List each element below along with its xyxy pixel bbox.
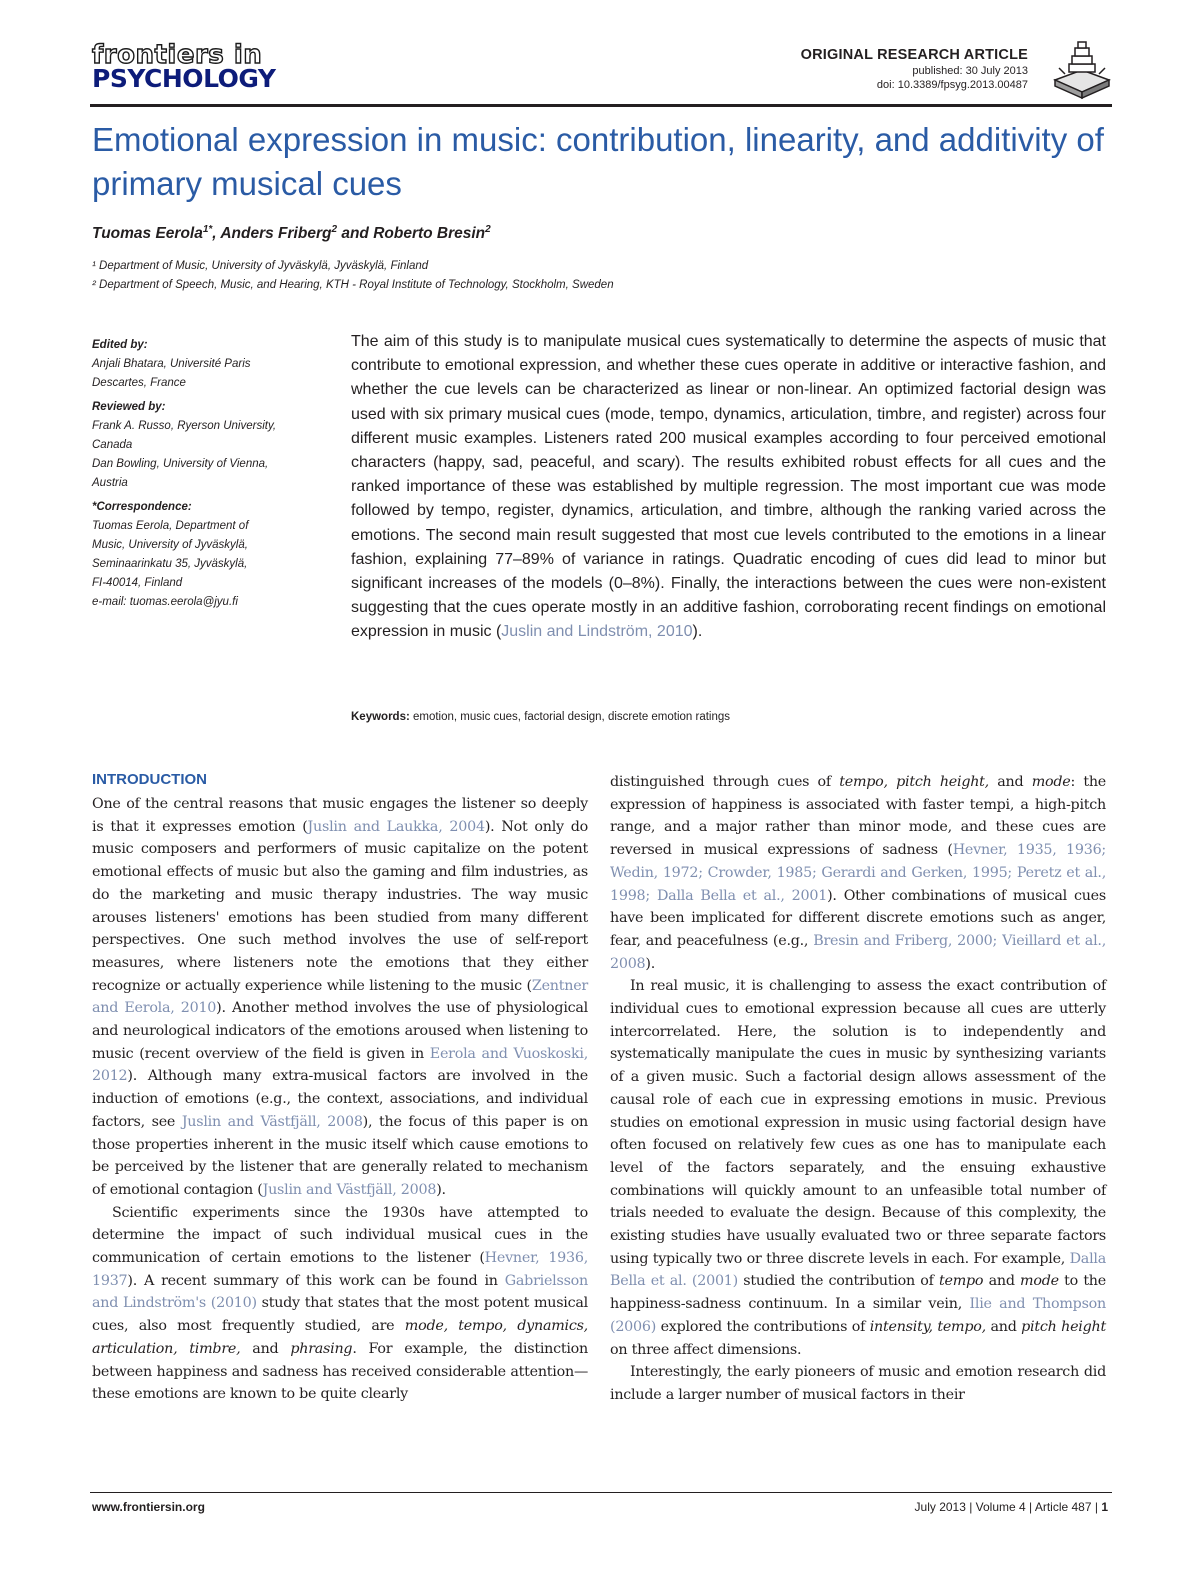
body-column-left <box>92 771 588 1406</box>
correspondence-line: FI-40014, Finland <box>92 577 183 589</box>
citation-link[interactable]: Hevner, 1935, 1936; Wedin, 1972; Crowder, 1985; Gerardi and Gerken, 1995; Peretz et al., 1998; Dalla Bella et al., 2001 <box>610 842 1106 904</box>
body-paragraph <box>92 793 588 1202</box>
italic-term: phrasing <box>290 1340 353 1357</box>
journal-url-link[interactable]: www.frontiersin.org <box>92 1500 205 1514</box>
italic-term: tempo <box>938 1273 984 1290</box>
correspondence-email[interactable]: e-mail: tuomas.eerola@jyu.fi <box>92 596 238 608</box>
body-text: study that states that the most potent musical cues, also most frequently studied, are <box>92 1295 588 1335</box>
abstract-end: ). <box>692 623 703 641</box>
citation-link[interactable]: Bresin and Friberg, 2000; Vieillard et al., 2008 <box>610 932 1106 972</box>
issue-details: July 2013 | Volume 4 | Article 487 | <box>914 1500 1102 1514</box>
body-text: ). Not only do music composers and performers of music capitalize on the potent emotional effects of music but also the gaming and film industries, as do the marketing and music therapy industries. The way music arouses listeners' emotions has been studied from many different perspectives. One such method involves the use of self-report measures, where listeners note the emotions that they either recognize or actually experience while listening to the music ( <box>92 818 589 994</box>
body-text: : the expression of happiness is associated with faster tempi, a high-pitch range, and a major rather than minor mode, and these cues are reversed in musical expressions of sadness ( <box>610 774 1107 859</box>
body-text: Interestingly, the early pioneers of music and emotion research did include a larger number of musical factors in their <box>610 1364 1106 1403</box>
body-paragraph <box>610 1361 1106 1406</box>
body-text: and <box>240 1340 291 1357</box>
editor-line: Anjali Bhatara, Université Paris <box>92 358 251 370</box>
author-separator: and <box>337 225 374 243</box>
body-text: Scientific experiments since the 1930s have attempted to determine the impact of such individual musical cues in the communication of certain emotions to the listener ( <box>92 1204 588 1267</box>
reviewer-line: Austria <box>92 477 128 489</box>
body-text: ). <box>436 1181 446 1198</box>
author-name[interactable]: Roberto Bresin <box>373 225 486 243</box>
author-affiliation-mark: 2 <box>331 224 338 235</box>
italic-term: pitch height <box>1021 1318 1106 1335</box>
editor-line: Descartes, France <box>92 377 186 389</box>
citation-link[interactable]: Eerola and Vuoskoski, 2012 <box>92 1045 588 1085</box>
citation-link[interactable]: Ilie and Thompson (2006) <box>610 1296 1106 1335</box>
footer-rule <box>90 1492 1112 1493</box>
body-column-right <box>610 771 1106 1407</box>
body-text: ). Although many extra-musical factors are involved in the induction of emotions (e.g., the context, associations, and individual factors, see <box>92 1068 588 1130</box>
page-number: 1 <box>1101 1500 1108 1514</box>
issue-info <box>915 1500 1108 1514</box>
author-list <box>92 224 491 243</box>
header-rule <box>90 104 1112 107</box>
author-affiliation-mark: 1* <box>202 224 213 235</box>
body-text: to the happiness-sadness continuum. In a similar vein, <box>610 1273 1106 1313</box>
italic-term: mode <box>1020 1273 1059 1290</box>
correspondence-line: Music, University of Jyväskylä, <box>92 539 248 551</box>
abstract-text: The aim of this study is to manipulate musical cues systematically to determine the aspects of music that contribute to emotional expression, and whether these cues operate in additive or interactive fashion, and whether the cue levels can be characterized as linear or non-linear. An optimized factorial design was used with six primary musical cues (mode, tempo, dynamics, articulation, timbre, and register) across four different music examples. Listeners rated 200 musical examples according to four perceived emotional characters (happy, sad, peaceful, and scary). The results exhibited robust effects for all cues and the ranked importance of these was established by multiple regression. The most important cue was mode followed by tempo, register, dynamics, articulation, and timbre, although the ranking varied across the emotions. The second main result suggested that most cue levels contributed to the emotions in a linear fashion, explaining 77–89% of variance in ratings. Quadratic encoding of cues did lead to minor but significant increases of the models (0–8%). Finally, the interactions between the cues were non-existent suggesting that the cues operate mostly in an additive fashion, corroborating recent findings on emotional expression in music ( <box>351 333 1106 641</box>
keywords-text: emotion, music cues, factorial design, discrete emotion ratings <box>409 711 731 723</box>
body-text: ). <box>645 955 656 972</box>
body-text: . For example, the distinction between happiness and sadness has received considerable attention—these emotions are known to be quite clearly <box>92 1340 588 1403</box>
affiliation: ¹ Department of Music, University of Jyväskylä, Jyväskylä, Finland <box>92 260 429 272</box>
body-paragraph <box>92 1202 588 1406</box>
body-text: explored the contributions of <box>656 1318 870 1335</box>
body-text: In real music, it is challenging to assess the exact contribution of individual cues to emotional expression because all cues are utterly intercorrelated. Here, the solution is to independently and systematically manipulate the cues in music by synthesizing variants of a given music. Such a factorial design allows assessment of the causal role of each cue in expressing emotions in music. Previous studies on emotional expression in music using factorial design have often focused on relatively few cues as one has to manipulate each level of the factors separately, and the ensuing exhaustive combinations will quickly amount to an unfeasible total number of trials needed to evaluate the design. Because of this complexity, the existing studies have usually evaluated two or three separate factors using typically two or three discrete levels in each. For example, <box>610 978 1106 1267</box>
body-text: ). Other combinations of musical cues have been implicated for different discrete emotions such as anger, fear, and peacefulness (e.g., <box>610 887 1106 949</box>
body-text: on three affect dimensions. <box>610 1341 802 1358</box>
citation-link[interactable]: Hevner, 1936, 1937 <box>92 1250 588 1289</box>
doi-link[interactable]: doi: 10.3389/fpsyg.2013.00487 <box>876 79 1028 91</box>
body-text: ), the focus of this paper is on those properties inherent in the music itself which cause emotions to be perceived by the listener that are generally related to mechanism of emotional contagion ( <box>92 1113 588 1198</box>
keywords <box>351 711 730 723</box>
body-text: and <box>985 1318 1022 1335</box>
body-text: studied the contribution of <box>737 1273 939 1290</box>
author-name[interactable]: Tuomas Eerola <box>92 225 203 243</box>
citation-link[interactable]: Juslin and Laukka, 2004 <box>307 818 485 835</box>
author-name[interactable]: Anders Friberg <box>220 225 332 243</box>
author-affiliation-mark: 2 <box>485 224 491 235</box>
reviewed-by-label: Reviewed by: <box>92 401 166 413</box>
logo-frontiers-in: frontiers in <box>92 40 263 70</box>
archive-stack-icon <box>1047 40 1117 100</box>
italic-term: mode <box>1031 774 1071 790</box>
body-paragraph <box>610 975 1106 1361</box>
body-text: ). A recent summary of this work can be found in <box>127 1272 505 1289</box>
logo-psychology: PSYCHOLOGY <box>92 64 276 93</box>
article-type-label: ORIGINAL RESEARCH ARTICLE <box>800 47 1028 63</box>
editorial-sidebar <box>92 336 322 612</box>
section-heading-introduction: INTRODUCTION <box>92 771 207 788</box>
citation-link[interactable]: Dalla Bella et al. (2001) <box>610 1250 1106 1290</box>
citation-link[interactable]: Zentner and Eerola, 2010 <box>92 977 588 1017</box>
citation-link[interactable]: Juslin and Västfjäll, 2008 <box>181 1113 363 1130</box>
published-date: published: 30 July 2013 <box>912 65 1028 77</box>
correspondence-line: Tuomas Eerola, Department of <box>92 520 249 532</box>
correspondence-label: *Correspondence: <box>92 501 192 513</box>
body-text: and <box>983 1273 1021 1290</box>
article-title: Emotional expression in music: contribution, linearity, and additivity of primary musical cues <box>92 121 1104 202</box>
author-separator: , <box>212 225 221 243</box>
body-text: One of the central reasons that music engages the listener so deeply is that it expresses emotion ( <box>92 796 588 835</box>
reviewer-line: Canada <box>92 439 133 451</box>
body-text: ). Another method involves the use of physiological and neurological indicators of the emotions aroused when listening to music (recent overview of the field is given in <box>92 1000 588 1062</box>
keywords-label: Keywords: <box>351 711 410 723</box>
affiliation: ² Department of Speech, Music, and Hearing, KTH - Royal Institute of Technology, Stockholm, Sweden <box>92 279 614 291</box>
citation-link[interactable]: Juslin and Västfjäll, 2008 <box>262 1181 437 1198</box>
correspondence-line: Seminaarinkatu 35, Jyväskylä, <box>92 558 248 570</box>
italic-term: mode, tempo, dynamics, articulation, timbre, <box>92 1318 588 1357</box>
body-text: and <box>988 774 1032 790</box>
italic-term: tempo, pitch height, <box>839 774 989 790</box>
abstract <box>351 330 1106 645</box>
citation-link[interactable]: Juslin and Lindström, 2010 <box>501 623 693 641</box>
citation-link[interactable]: Gabrielsson and Lindström's (2010) <box>92 1272 588 1312</box>
edited-by-label: Edited by: <box>92 339 148 351</box>
journal-logo <box>92 42 292 91</box>
article-meta <box>801 46 1028 92</box>
italic-term: intensity, tempo, <box>869 1318 986 1335</box>
body-paragraph <box>610 771 1106 975</box>
body-text: distinguished through cues of <box>610 774 840 790</box>
reviewer-line: Frank A. Russo, Ryerson University, <box>92 420 277 432</box>
reviewer-line: Dan Bowling, University of Vienna, <box>92 458 269 470</box>
